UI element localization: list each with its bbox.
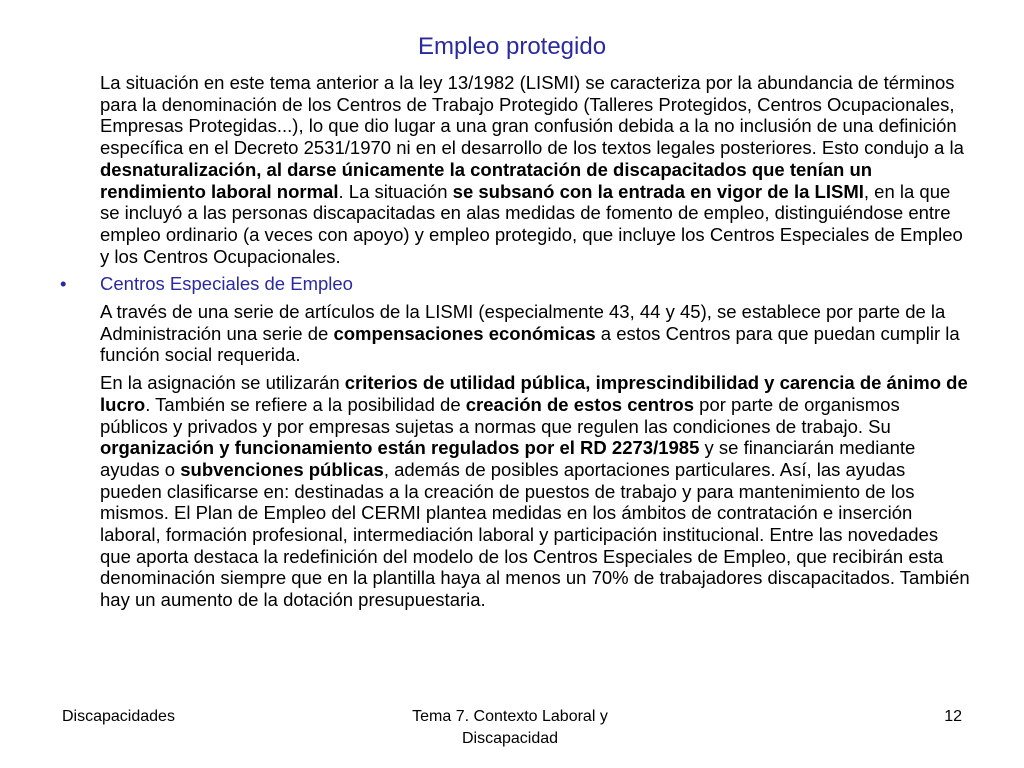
text-run: . La situación: [338, 180, 453, 202]
text-run: La situación en este tema anterior a la ley 13/1982 (LISMI) se caracteriza por la abundancia de términos para la denominación de los Centros de Trabajo Protegido (Talleres Protegidos, Centros Ocupacionales, Empresas Protegidas...), lo que dio lugar a una gran confusión debida a la no inclusión de una definición específica en el Decreto 2531/1970 ni en el desarrollo de los textos legales posteriores. Esto condujo a la: [100, 72, 964, 159]
slide-content: [60, 72, 970, 617]
footer-topic: [390, 706, 630, 750]
bold-run: compensaciones económicas: [333, 322, 596, 344]
bold-run: criterios de utilidad pública, imprescindibilidad y carencia de ánimo de lucro: [100, 372, 968, 415]
paragraph-asignacion: [100, 372, 970, 611]
slide-title: Empleo protegido: [417, 33, 607, 60]
bullet-label: Centros Especiales de Empleo: [100, 273, 353, 295]
footer-topic-line2: Discapacidad: [461, 730, 559, 747]
bullet-icon: •: [60, 273, 67, 295]
text-run: En la asignación se utilizarán: [100, 372, 345, 394]
text-run: , además de posibles aportaciones particulares. Así, las ayudas pueden clasificarse en: destinadas a la creación de puestos de trabajo y para mantenimiento de los mismos. El Plan de Empleo del CERMI plantea medidas en los ámbitos de contratación e inserción laboral, formación profesional, intermediación laboral y participación institucional. Entre las novedades que aporta destaca la redefinición del modelo de los Centros Especiales de Empleo, que recibirán esta denominación siempre que en la plantilla haya al menos un 70% de trabajadores discapacitados. También hay un aumento de la dotación presupuestaria.: [100, 458, 970, 611]
text-run: A través de una serie de artículos de la LISMI (especialmente 43, 44 y 45), se establece por parte de la Administración una serie de: [100, 301, 946, 344]
bold-run: desnaturalización, al darse únicamente la contratación de discapacitados que tenían un rendimiento laboral normal: [100, 158, 873, 202]
text-run: y se financiarán mediante ayudas o: [100, 437, 916, 480]
bold-run: creación de estos centros: [465, 393, 695, 415]
bullet-item-centros-especiales: [60, 273, 970, 295]
paragraph-compensaciones: [100, 301, 970, 366]
page-number: 12: [944, 708, 962, 725]
text-run: por parte de organismos públicos y privados y por empresas sujetas a normas que regulen las condiciones de trabajo. Su: [100, 393, 900, 437]
paragraph-lismi-history: [100, 72, 970, 267]
footer-topic-line1: Tema 7. Contexto Laboral y: [412, 708, 608, 725]
text-run: a estos Centros para que puedan cumplir la función social requerida.: [100, 322, 960, 366]
text-run: , en la que se incluyó a las personas discapacitadas en alas medidas de fomento de empleo, distinguiéndose entre empleo ordinario (a veces con apoyo) y empleo protegido, que incluye los Centros Especiales de Empleo y los Centros Ocupacionales.: [100, 180, 963, 267]
footer-course-name: Discapacidades: [62, 708, 175, 725]
bold-run: subvenciones públicas: [180, 458, 384, 480]
bold-run: organización y funcionamiento están regulados por el RD 2273/1985: [100, 437, 700, 459]
bold-run: se subsanó con la entrada en vigor de la LISMI: [452, 180, 864, 202]
text-run: . También se refiere a la posibilidad de: [145, 393, 466, 415]
